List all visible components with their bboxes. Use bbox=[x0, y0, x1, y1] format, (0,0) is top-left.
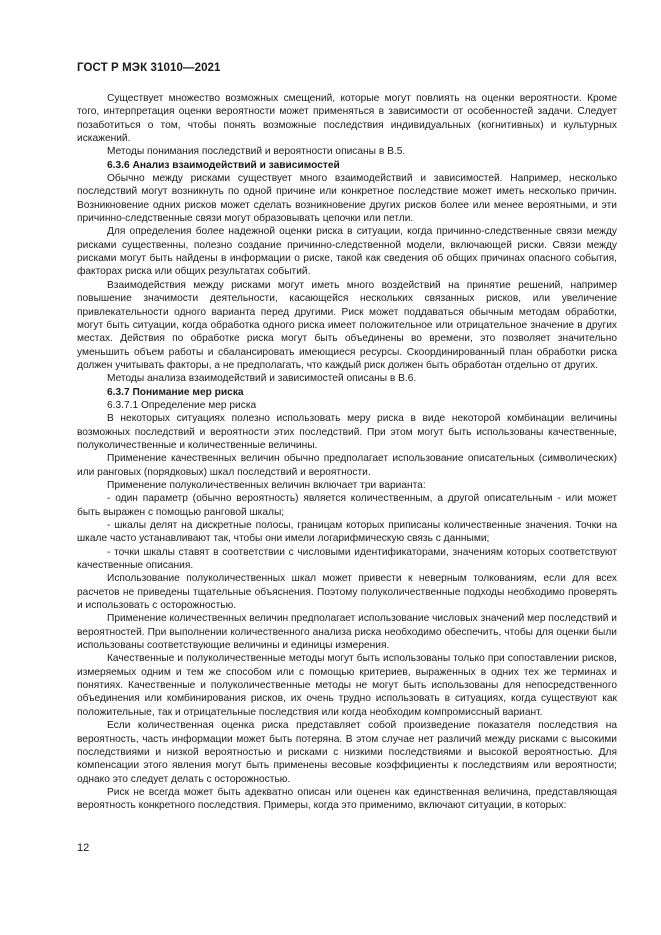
page-number: 12 bbox=[77, 842, 90, 854]
paragraph: Применение полуколичественных величин включает три варианта: bbox=[107, 479, 426, 491]
paragraph: Если количественная оценка риска представляет собой произведение показателя последствия на вероятность, часть информации может быть потеряна. В этом случае нет различий между рисками с высокими последствиями и низкой вероятностью и рисками с низкими последствиями и высокой вероятностью. Для компенсации этого явления могут быть применены весовые коэффициенты к последствиям или вероятности; однако это следует делать с осторожностью. bbox=[77, 720, 617, 785]
list-item: - один параметр (обычно вероятность) является количественным, а другой описательным - или может быть выражен с помощью ранговой шкалы; bbox=[77, 493, 617, 518]
paragraph: Применение количественных величин предполагает использование числовых значений мер последствий и вероятностей. При выполнении количественного анализа риска необходимо обеспечить, чтобы для оценки были использованы соответствующие величины и единицы измерения. bbox=[77, 613, 617, 652]
section-heading: 6.3.7 Понимание мер риска bbox=[107, 386, 244, 398]
paragraph: Взаимодействия между рисками могут иметь много воздействий на принятие решений, например повышение значимости деятельности, касающейся нескольких связанных рисков, или увеличение привлекательности одного варианта перед другими. Риск может поддаваться обычным методам обработки, могут быть ситуации, когда обработка одного риска имеет положительное или отрицательное значение в других местах. Действия по обработке риска могут быть объединены во времени, это позволяет значительно уменьшить объем работы и сбалансировать имеющиеся ресурсы. Скоординированный план обработки риска должен учитывать факторы, а не предполагать, что каждый риск должен быть обработан отдельно от других. bbox=[77, 279, 617, 371]
subsection-heading: 6.3.7.1 Определение мер риска bbox=[107, 399, 257, 411]
paragraph: Применение качественных величин обычно предполагает использование описательных (символических) или ранговых (порядковых) шкал последствий и вероятности. bbox=[77, 453, 617, 478]
paragraph: Методы анализа взаимодействий и зависимостей описаны в В.6. bbox=[107, 373, 417, 385]
body-text bbox=[77, 92, 617, 813]
list-item: - шкалы делят на дискретные полосы, границам которых приписаны количественные значения. Точки на шкале часто устанавливают так, чтобы они имели логарифмическую связь с данными; bbox=[77, 520, 617, 545]
section-heading: 6.3.6 Анализ взаимодействий и зависимостей bbox=[107, 159, 340, 171]
standard-title: ГОСТ Р МЭК 31010—2021 bbox=[77, 62, 221, 74]
paragraph: Использование полуколичественных шкал может привести к неверным толкованиям, если для всех расчетов не приведены тщательные объяснения. Поэтому полуколичественные подходы необходимо проверять и использовать с осторожностью. bbox=[77, 573, 617, 612]
list-item: - точки шкалы ставят в соответствии с числовыми идентификаторами, значениям которых соответствуют качественные описания. bbox=[77, 546, 617, 572]
paragraph: Качественные и полуколичественные методы могут быть использованы только при сопоставлении рисков, измеряемых одним и тем же способом или с помощью критериев, выраженных в одних тех же терминах и понятиях. Качественные и полуколичественные методы не могут быть использованы для непосредственного объединения или комбинирования рисков, их очень трудно использовать в ситуациях, когда существуют как положительные, так и отрицательные последствия или когда необходим компромиссный вариант. bbox=[77, 653, 617, 718]
paragraph: Обычно между рисками существует много взаимодействий и зависимостей. Например, несколько последствий могут возникнуть по одной причине или конкретное последствие может иметь несколько причин. Возникновение одних рисков может сделать возникновение других рисков более или менее вероятными, и эти причинно-следственные связи могут образовывать цепочки или петли. bbox=[77, 173, 617, 225]
paragraph: Методы понимания последствий и вероятности описаны в В.5. bbox=[107, 146, 406, 158]
paragraph: Для определения более надежной оценки риска в ситуации, когда причинно-следственные связи между рисками существенны, полезно создание причинно-следственной модели, включающей риски. Связи между рисками могут быть найдены в информации о риске, такой как сведения об общих причинах опасного события, факторах риска или общих результатах событий. bbox=[77, 226, 617, 278]
paragraph: Существует множество возможных смещений, которые могут повлиять на оценки вероятности. Кроме того, интерпретация оценки вероятности может применяться в зависимости от особенностей задачи. Следует позаботиться о том, чтобы понять возможные последствия индивидуальных (когнитивных) и культурных искажений. bbox=[77, 93, 617, 145]
paragraph: Риск не всегда может быть адекватно описан или оценен как единственная величина, представляющая вероятность конкретного последствия. Примеры, когда это применимо, включают ситуации, в которых: bbox=[77, 786, 617, 812]
paragraph: В некоторых ситуациях полезно использовать меру риска в виде некоторой комбинации величины возможных последствий и вероятности этих последствий. При этом могут быть использованы качественные, полуколичественные и количественные величины. bbox=[77, 413, 617, 451]
